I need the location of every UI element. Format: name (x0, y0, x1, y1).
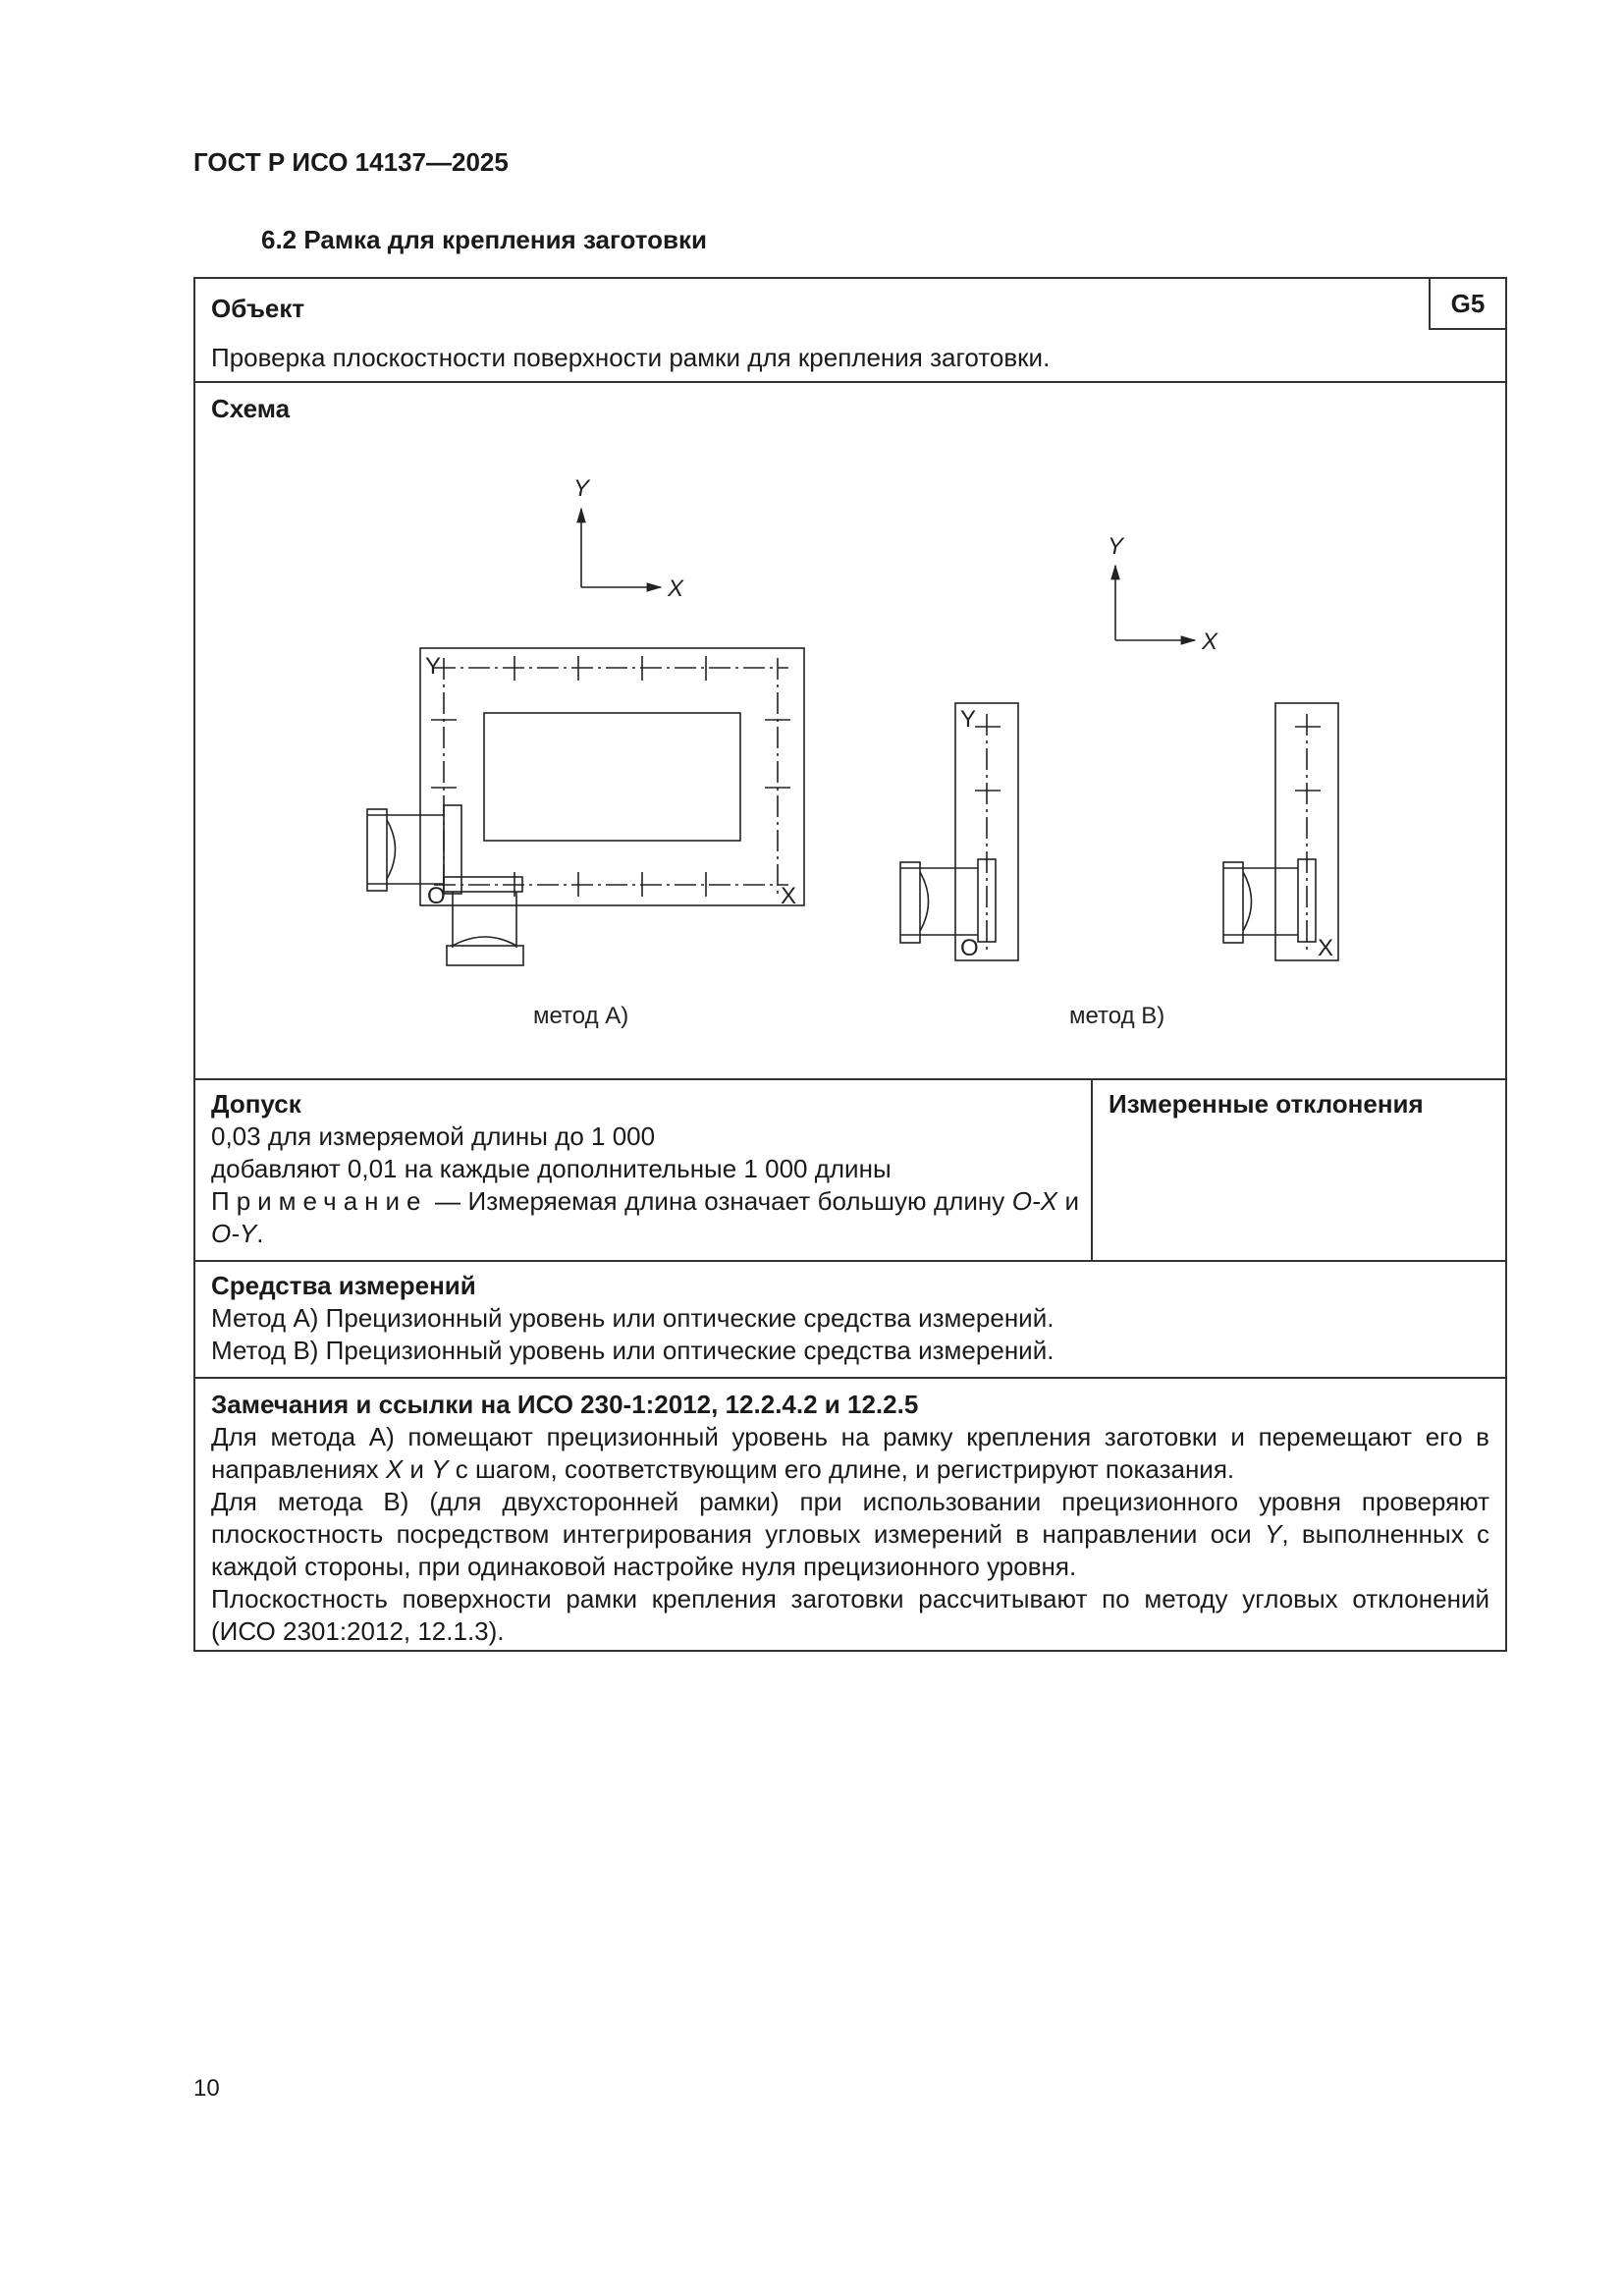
remarks-p1-and: и (403, 1454, 432, 1484)
object-label: Объект (211, 294, 305, 323)
note-dot: . (256, 1219, 264, 1248)
scheme-row (195, 383, 1505, 1080)
note-and: и (1056, 1186, 1079, 1216)
inspection-table (193, 277, 1507, 1652)
instruments-cell (211, 1270, 1054, 1367)
frame-b-left-drawing (900, 703, 1018, 960)
note-ox: O-X (1011, 1186, 1057, 1216)
remarks-p1-start: Для метода А) помещают прецизионный уровень на рамку крепления заготовки и перемещают его в направлениях (211, 1422, 1489, 1484)
frame-a-y-label: Y (425, 653, 442, 680)
remarks-p2-end: , выполненных с каждой стороны, при одинаковой настройке нуля прецизионного уровня. (211, 1519, 1489, 1581)
instruments-row (195, 1262, 1505, 1379)
frame-a-x-label: X (781, 883, 797, 909)
tolerance-row (195, 1080, 1505, 1262)
frame-b-right-x-label: X (1318, 935, 1334, 961)
note-label: Примечание (211, 1186, 428, 1216)
remarks-p1-x: X (385, 1454, 404, 1484)
tolerance-cell (211, 1088, 1079, 1250)
scheme-label: Схема (211, 394, 291, 423)
object-text: Проверка плоскостности поверхности рамки для крепления заготовки. (211, 343, 1051, 372)
remarks-p2-y: Y (1265, 1519, 1282, 1549)
page-number: 10 (193, 2075, 220, 2102)
note-oy: O-Y (211, 1219, 257, 1248)
note-text: — Измеряемая длина означает большую длину (427, 1186, 1005, 1216)
tolerance-label: Допуск (211, 1089, 301, 1119)
axes-b-icon (1115, 566, 1195, 640)
instruments-label: Средства измерений (211, 1271, 476, 1300)
object-row (195, 279, 1505, 383)
axis-a-y-label: Y (573, 475, 590, 502)
remarks-paragraph-2 (211, 1486, 1489, 1583)
caption-method-b: метод В) (1069, 1003, 1165, 1029)
document-header: ГОСТ Р ИСО 14137—2025 (193, 147, 509, 177)
instruments-line-1: Метод А) Прецизионный уровень или оптические средства измерений. (211, 1303, 1055, 1333)
test-code-badge: G5 (1429, 279, 1505, 330)
remarks-cell (211, 1389, 1489, 1648)
axis-b-y-label: Y (1108, 533, 1124, 560)
frame-b-left-o-label: O (960, 935, 979, 961)
remarks-row (195, 1379, 1505, 1650)
tolerance-line-2: добавляют 0,01 на каждые дополнительные 1 000 длины (211, 1154, 892, 1183)
frame-b-right-drawing (1223, 703, 1338, 960)
axis-a-x-label: X (668, 575, 684, 602)
deviations-label: Измеренные отклонения (1109, 1089, 1424, 1119)
remarks-paragraph-3: Плоскостность поверхности рамки крепления заготовки рассчитывают по методу угловых отклонений (ИСО 2301:2012, 12.1.3). (211, 1584, 1489, 1646)
axis-b-x-label: X (1202, 629, 1218, 655)
frame-a-o-label: O (427, 883, 446, 909)
section-title: 6.2 Рамка для крепления заготовки (261, 225, 707, 254)
tolerance-line-1: 0,03 для измеряемой длины до 1 000 (211, 1121, 656, 1151)
scheme-diagram (195, 383, 1505, 1076)
frame-b-left-y-label: Y (960, 706, 977, 733)
remarks-paragraph-1 (211, 1421, 1489, 1486)
remarks-p1-end: с шагом, соответствующим его длине, и регистрируют показания. (448, 1454, 1235, 1484)
axes-a-icon (581, 509, 661, 587)
column-divider (1091, 1080, 1093, 1260)
remarks-label: Замечания и ссылки на ИСО 230-1:2012, 12.2.4.2 и 12.2.5 (211, 1390, 919, 1419)
remarks-p1-y: Y (431, 1454, 449, 1484)
tolerance-note (211, 1185, 1079, 1250)
caption-method-a: метод А) (533, 1003, 629, 1029)
instruments-line-2: Метод В) Прецизионный уровень или оптические средства измерений. (211, 1336, 1055, 1365)
remarks-p2-start: Для метода В) (для двухсторонней рамки) при использовании прецизионного уровня проверяют плоскостность посредством интегрирования угловых измерений в направлении оси (211, 1487, 1489, 1549)
frame-a-drawing (367, 648, 804, 965)
